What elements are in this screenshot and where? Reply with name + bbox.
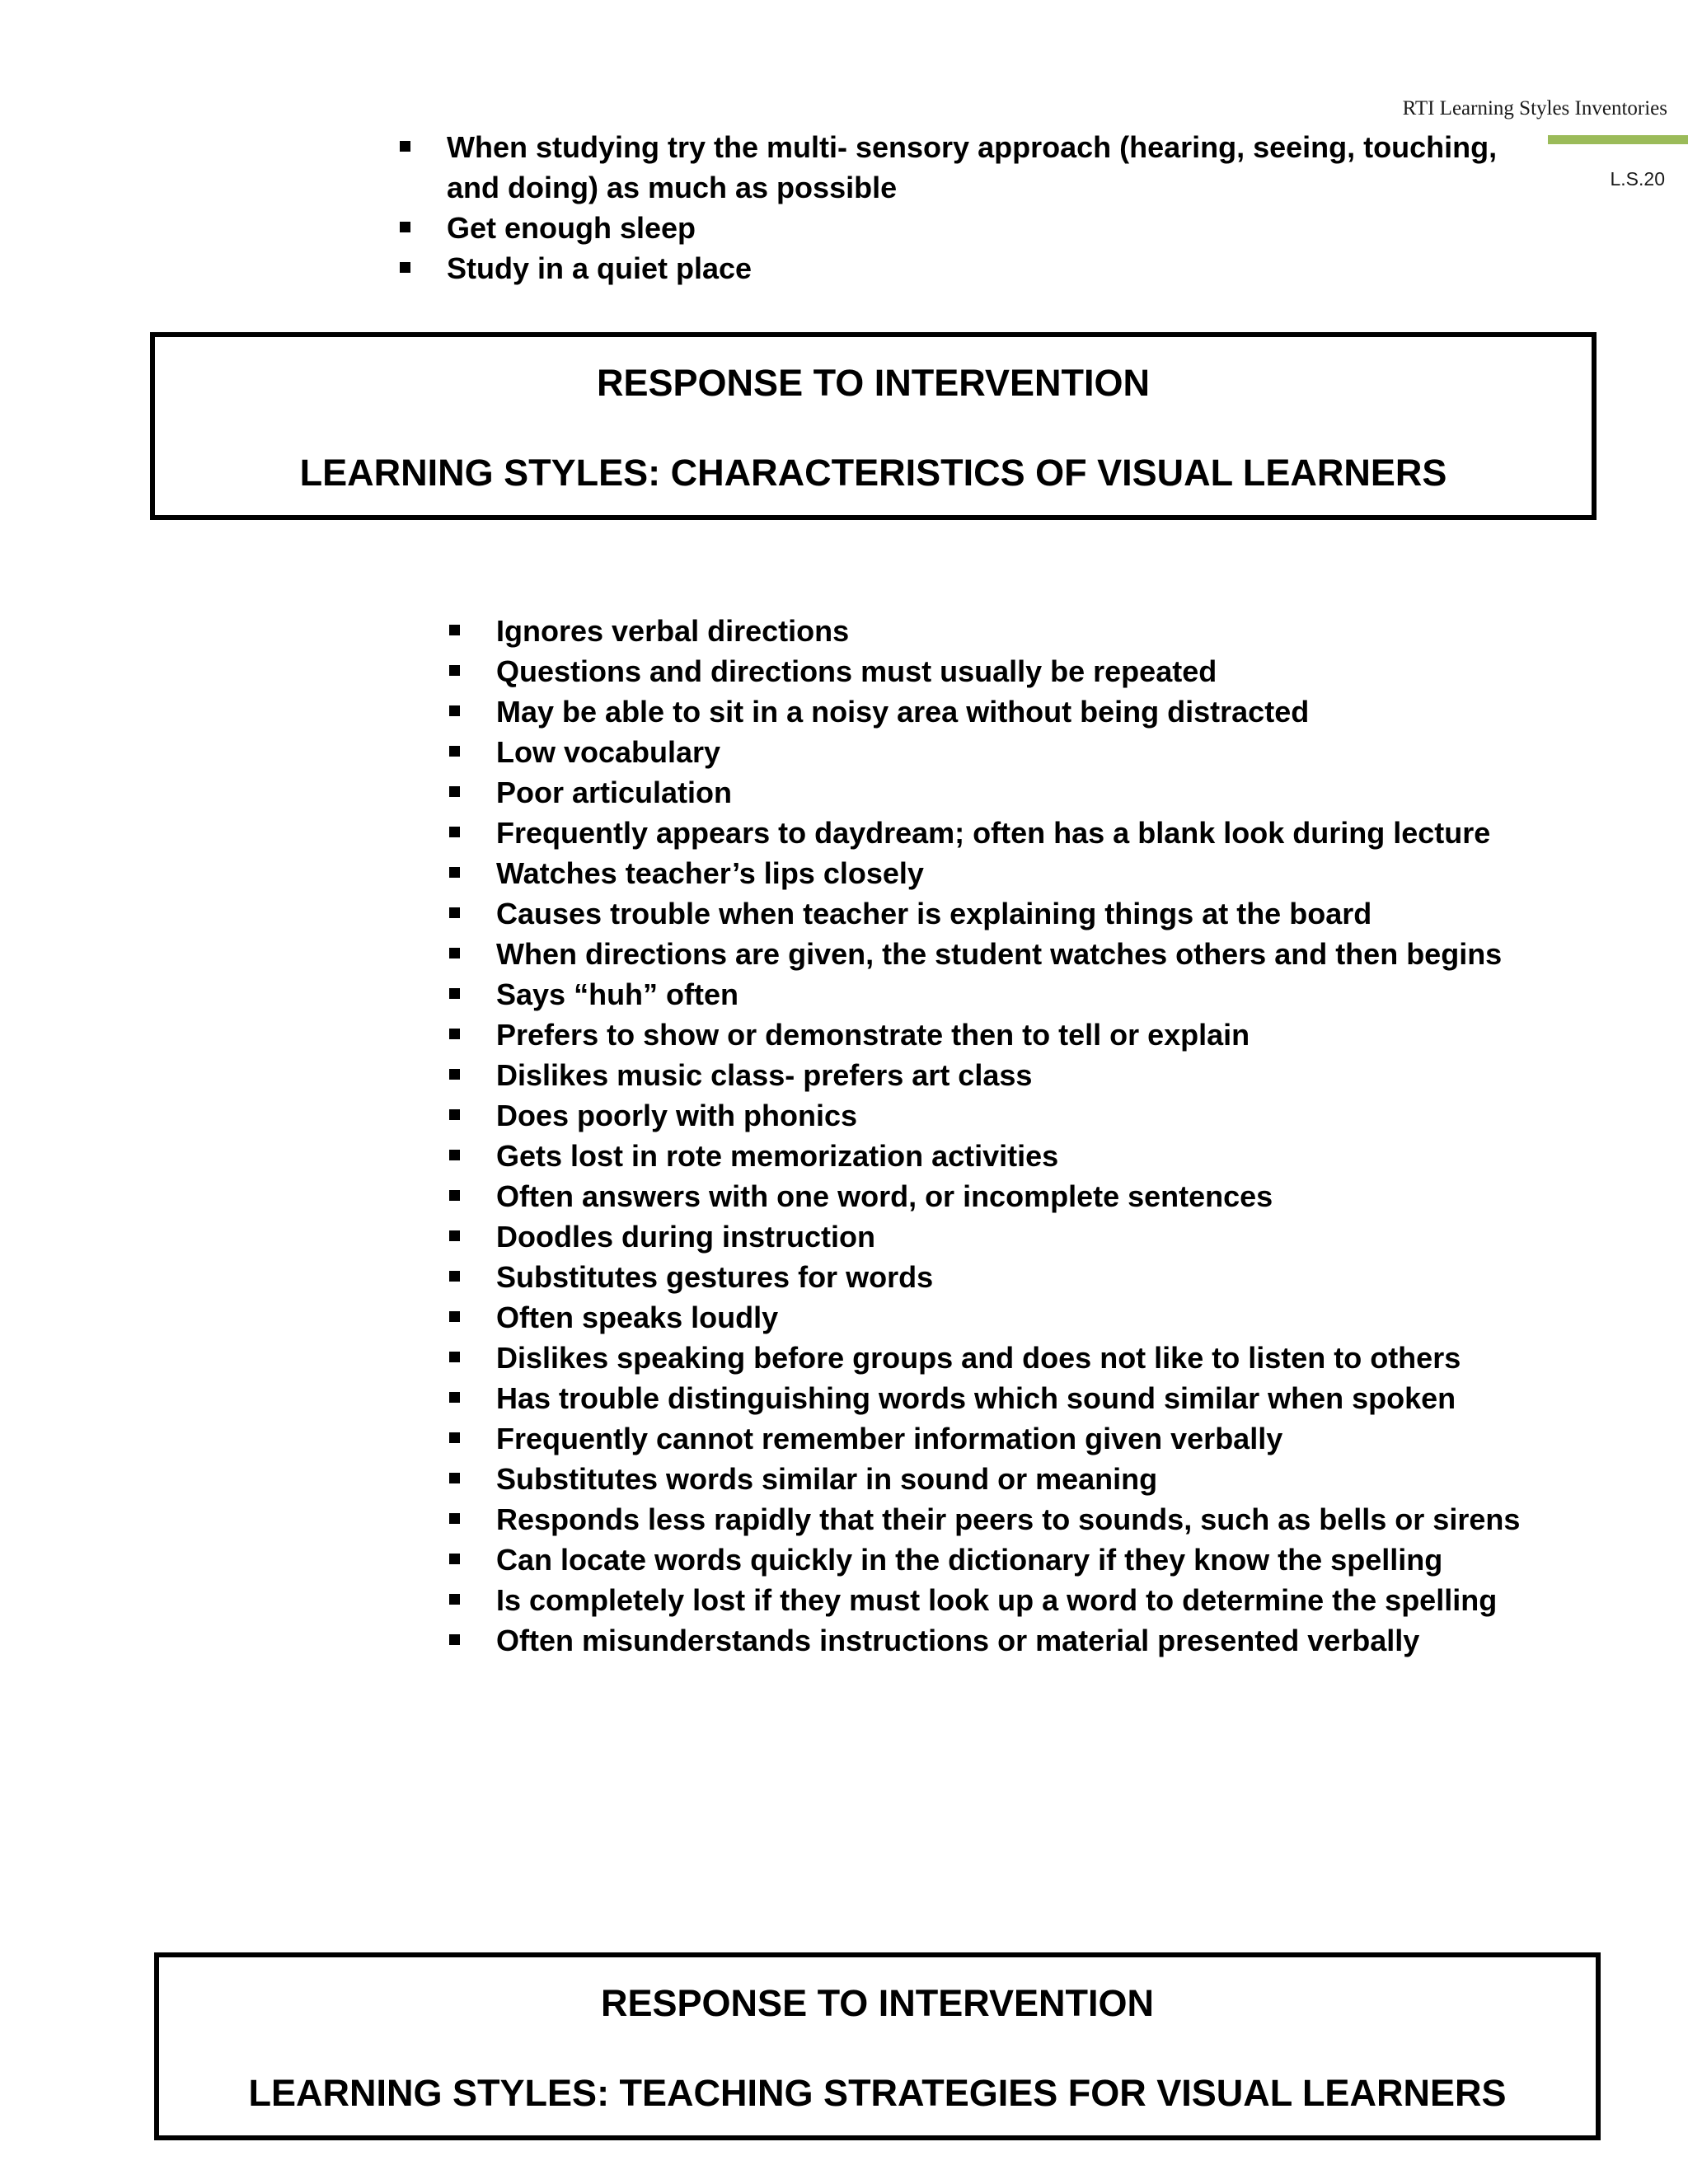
- list-item: Study in a quiet place: [447, 248, 1543, 288]
- strategies-heading-box: [154, 1952, 1601, 2140]
- list-item: Poor articulation: [496, 772, 1520, 813]
- list-item: Often answers with one word, or incomplete sentences: [496, 1176, 1520, 1216]
- list-item: When directions are given, the student watches others and then begins: [496, 934, 1520, 974]
- visual-learner-characteristics-list: [496, 611, 1520, 1661]
- list-item: Prefers to show or demonstrate then to tell or explain: [496, 1015, 1520, 1055]
- list-item: Dislikes music class- prefers art class: [496, 1055, 1520, 1095]
- list-item: Substitutes words similar in sound or meaning: [496, 1459, 1520, 1499]
- list-item: Can locate words quickly in the dictionary if they know the spelling: [496, 1540, 1520, 1580]
- list-item: Questions and directions must usually be repeated: [496, 651, 1520, 691]
- list-item: When studying try the multi- sensory approach (hearing, seeing, touching, and doing) as much as possible: [447, 127, 1543, 208]
- list-item: Frequently appears to daydream; often has a blank look during lecture: [496, 813, 1520, 853]
- list-item: Frequently cannot remember information given verbally: [496, 1418, 1520, 1459]
- running-header-title: RTI Learning Styles Inventories: [1402, 97, 1667, 120]
- list-item: Low vocabulary: [496, 732, 1520, 772]
- header-accent-rule: [1548, 135, 1688, 144]
- list-item: Says “huh” often: [496, 974, 1520, 1015]
- list-item: Responds less rapidly that their peers to sounds, such as bells or sirens: [496, 1499, 1520, 1540]
- section-heading: RESPONSE TO INTERVENTION: [597, 362, 1150, 404]
- list-item: Does poorly with phonics: [496, 1095, 1520, 1136]
- section-subheading: LEARNING STYLES: CHARACTERISTICS OF VISUAL LEARNERS: [299, 452, 1447, 494]
- list-item: Often misunderstands instructions or material presented verbally: [496, 1620, 1520, 1661]
- list-item: Causes trouble when teacher is explaining things at the board: [496, 893, 1520, 934]
- list-item: Get enough sleep: [447, 208, 1543, 248]
- characteristics-heading-box: [150, 332, 1597, 520]
- list-item: Is completely lost if they must look up a word to determine the spelling: [496, 1580, 1520, 1620]
- section-heading: RESPONSE TO INTERVENTION: [601, 1982, 1154, 2024]
- section-subheading: LEARNING STYLES: TEACHING STRATEGIES FOR VISUAL LEARNERS: [248, 2072, 1507, 2114]
- study-tips-list: [447, 127, 1543, 288]
- list-item: Often speaks loudly: [496, 1297, 1520, 1338]
- list-item: Doodles during instruction: [496, 1216, 1520, 1257]
- list-item: May be able to sit in a noisy area without being distracted: [496, 691, 1520, 732]
- page-number: L.S.20: [1610, 168, 1665, 190]
- list-item: Ignores verbal directions: [496, 611, 1520, 651]
- list-item: Dislikes speaking before groups and does not like to listen to others: [496, 1338, 1520, 1378]
- list-item: Watches teacher’s lips closely: [496, 853, 1520, 893]
- list-item: Gets lost in rote memorization activities: [496, 1136, 1520, 1176]
- list-item: Has trouble distinguishing words which sound similar when spoken: [496, 1378, 1520, 1418]
- list-item: Substitutes gestures for words: [496, 1257, 1520, 1297]
